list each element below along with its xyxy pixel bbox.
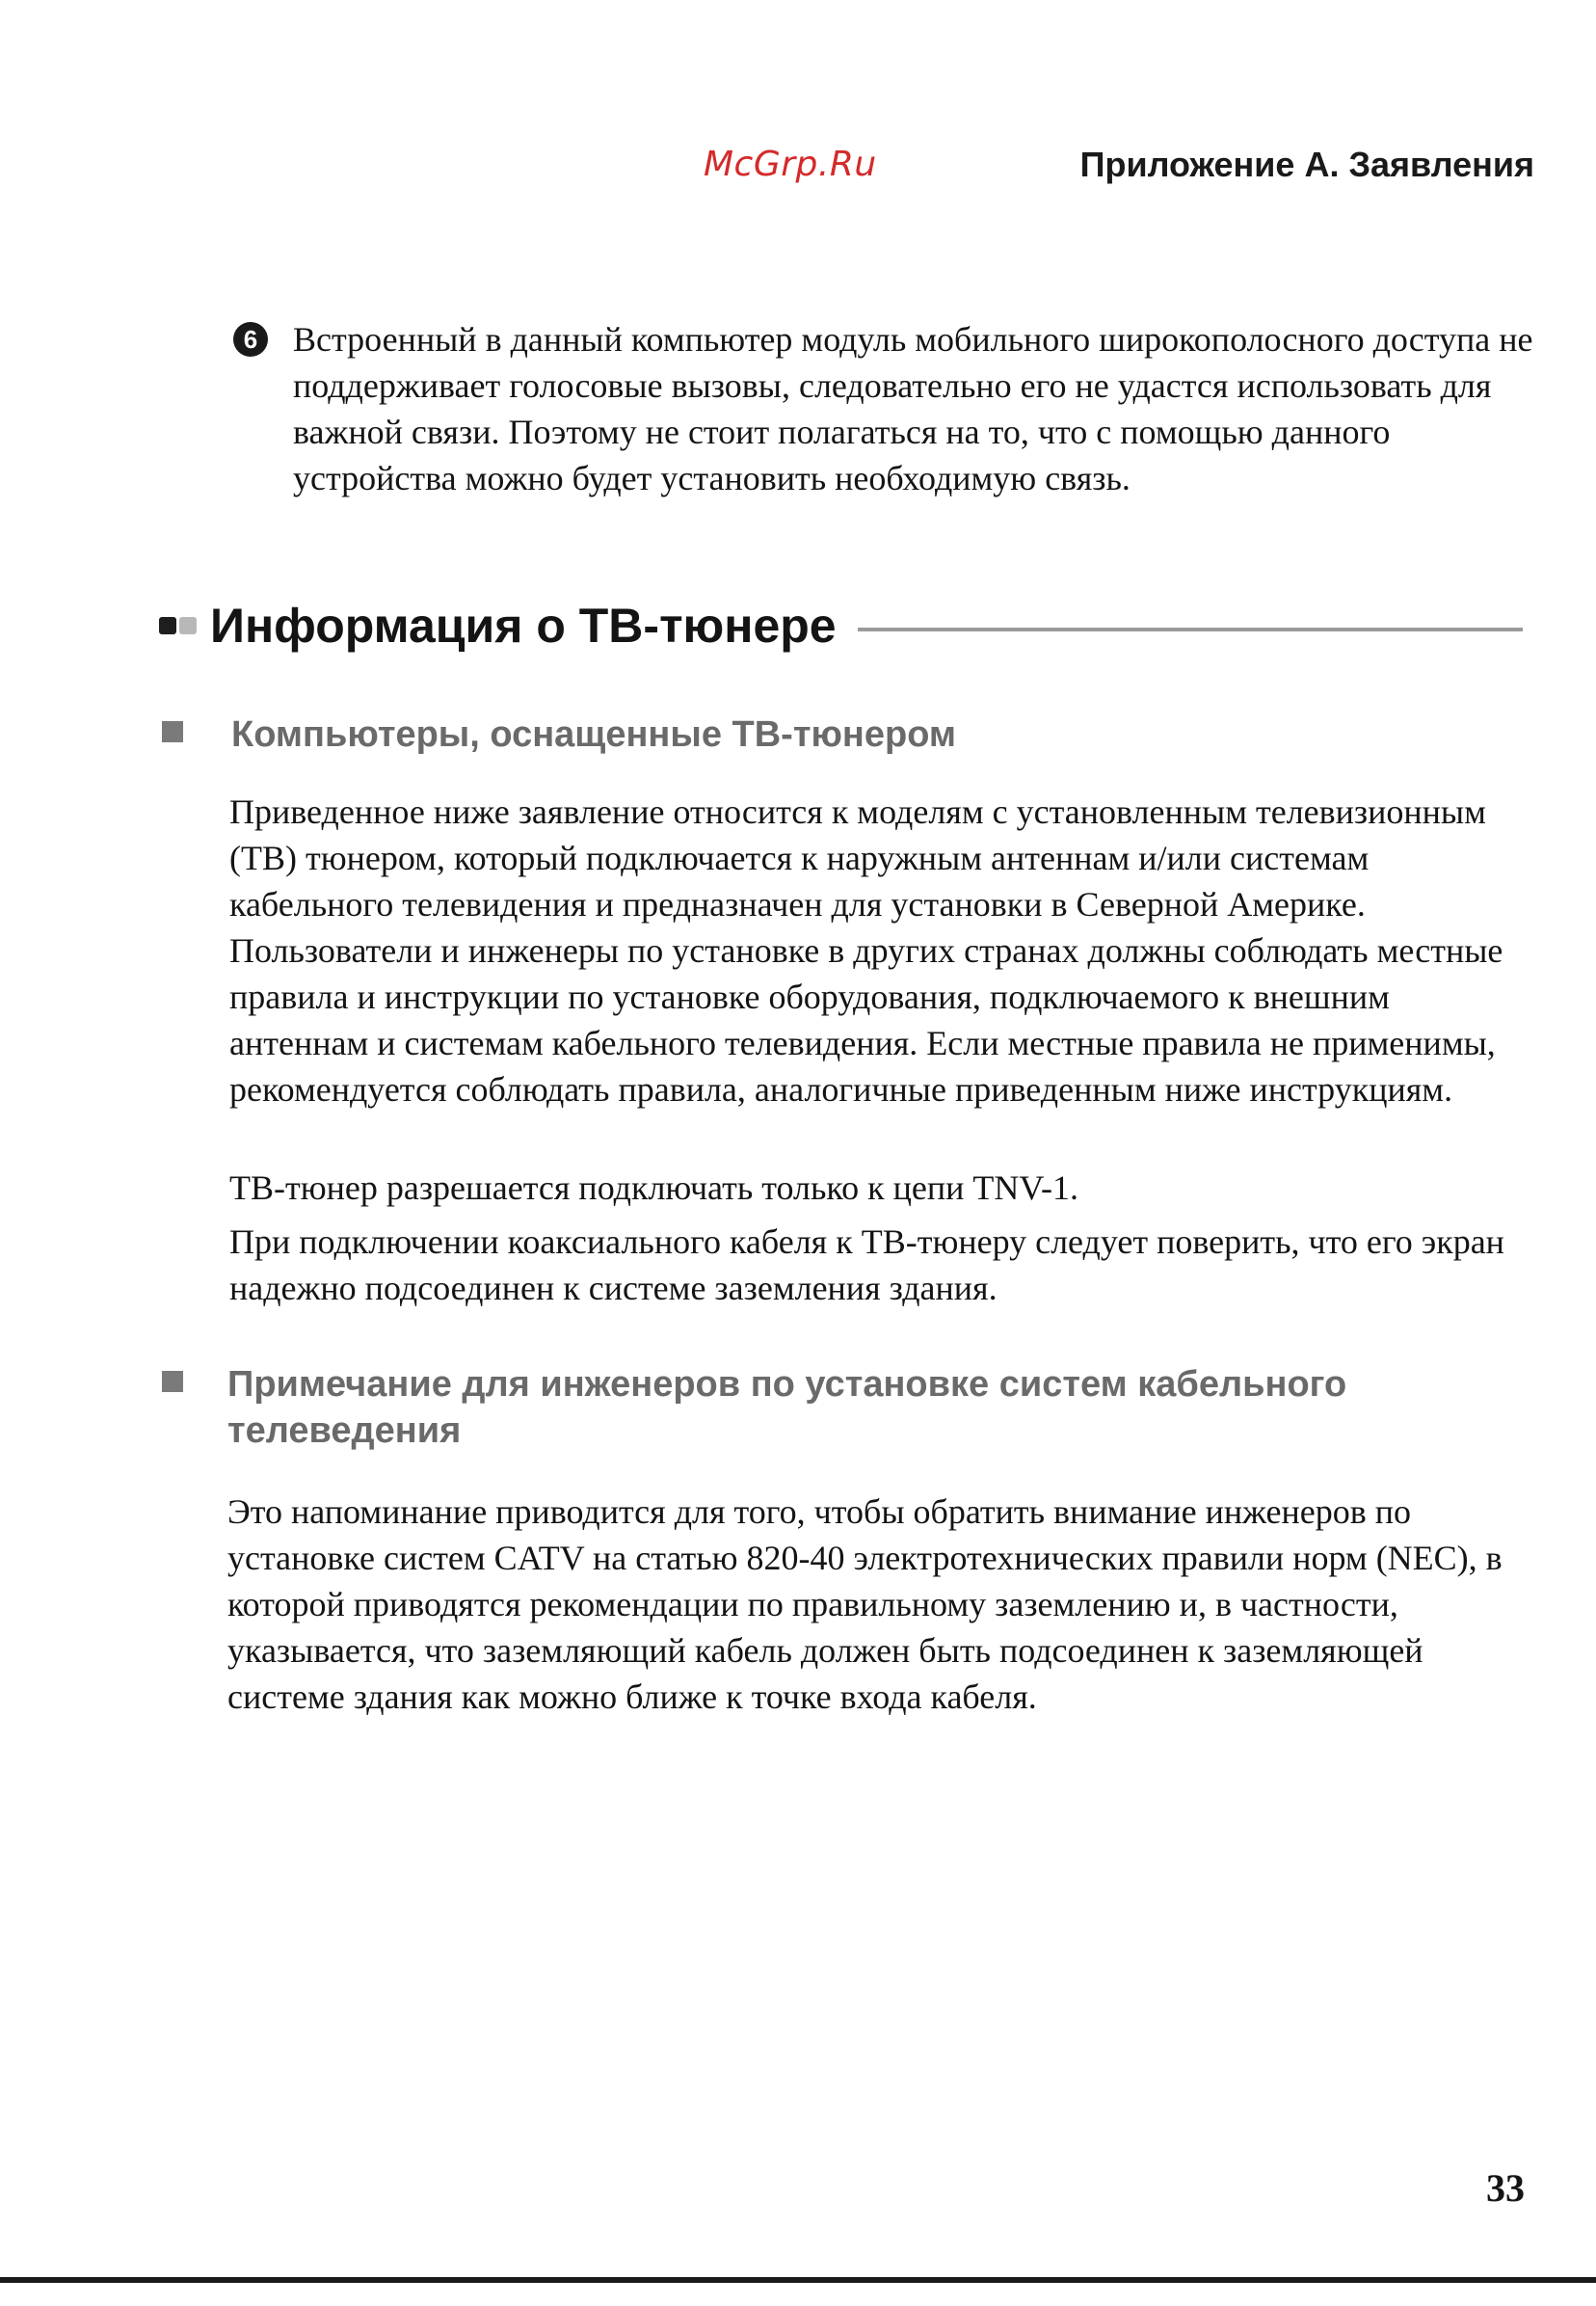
body-paragraph: ТВ-тюнер разрешается подключать только к цепи TNV-1. xyxy=(229,1168,1079,1207)
item-number-badge: 6 xyxy=(233,322,268,357)
square-bullet-icon xyxy=(162,721,183,742)
body-paragraph: При подключении коаксиального кабеля к ТВ-тюнеру следует поверить, что его экран надежно подсоединен к системе заземления здания. xyxy=(229,1222,1504,1307)
bottom-rule xyxy=(0,2277,1596,2283)
heading-bullet-icon xyxy=(159,617,197,634)
numbered-item-6 xyxy=(233,316,1534,501)
heading-rule xyxy=(858,628,1523,631)
watermark: McGrp.Ru xyxy=(704,145,877,184)
body-paragraph: Приведенное ниже заявление относится к моделям с установленным телевизионным (ТВ) тюнером, который подключается к наружным антеннам и/или системам кабельного телевидения и предназначен для установки в Северной Америке. Пользователи и инженеры по установке в других странах должны соблюдать местные правила и инструкции по установке оборудования, подключаемого к внешним антеннам и системам кабельного телевидения. Если местные правила не применимы, рекомендуется соблюдать правила, аналогичные приведенным ниже инструкциям. xyxy=(229,792,1503,1109)
item-text: Встроенный в данный компьютер модуль мобильного широкополосного доступа не поддерживает голосовые вызовы, следовательно его не удастся использовать для важной связи. Поэтому не стоит полагаться на то, что с помощью данного устройства можно будет установить необходимую связь. xyxy=(293,320,1533,497)
subsection-tv-tuner-computers xyxy=(162,711,1530,758)
running-header: Приложение А. Заявления xyxy=(1079,145,1534,184)
subsection-title: Примечание для инженеров по установке систем кабельного телеведения xyxy=(227,1364,1347,1451)
square-bullet-icon xyxy=(162,1371,183,1392)
page-number: 33 xyxy=(1486,2166,1525,2210)
body-paragraph: Это напоминание приводится для того, чтобы обратить внимание инженеров по установке систем CATV на статью 820-40 электротехнических правили норм (NEC), в которой приводятся рекомендации по правильному заземлению и, в частности, указывается, что заземляющий кабель должен быть подсоединен к заземляющей системе здания как можно ближе к точке входа кабеля. xyxy=(227,1492,1503,1716)
section-title: Информация о ТВ-тюнере xyxy=(210,599,837,653)
subsection-title: Компьютеры, оснащенные ТВ-тюнером xyxy=(231,714,957,755)
subsection-catv-note xyxy=(162,1361,1530,1454)
section-heading xyxy=(159,598,1523,654)
